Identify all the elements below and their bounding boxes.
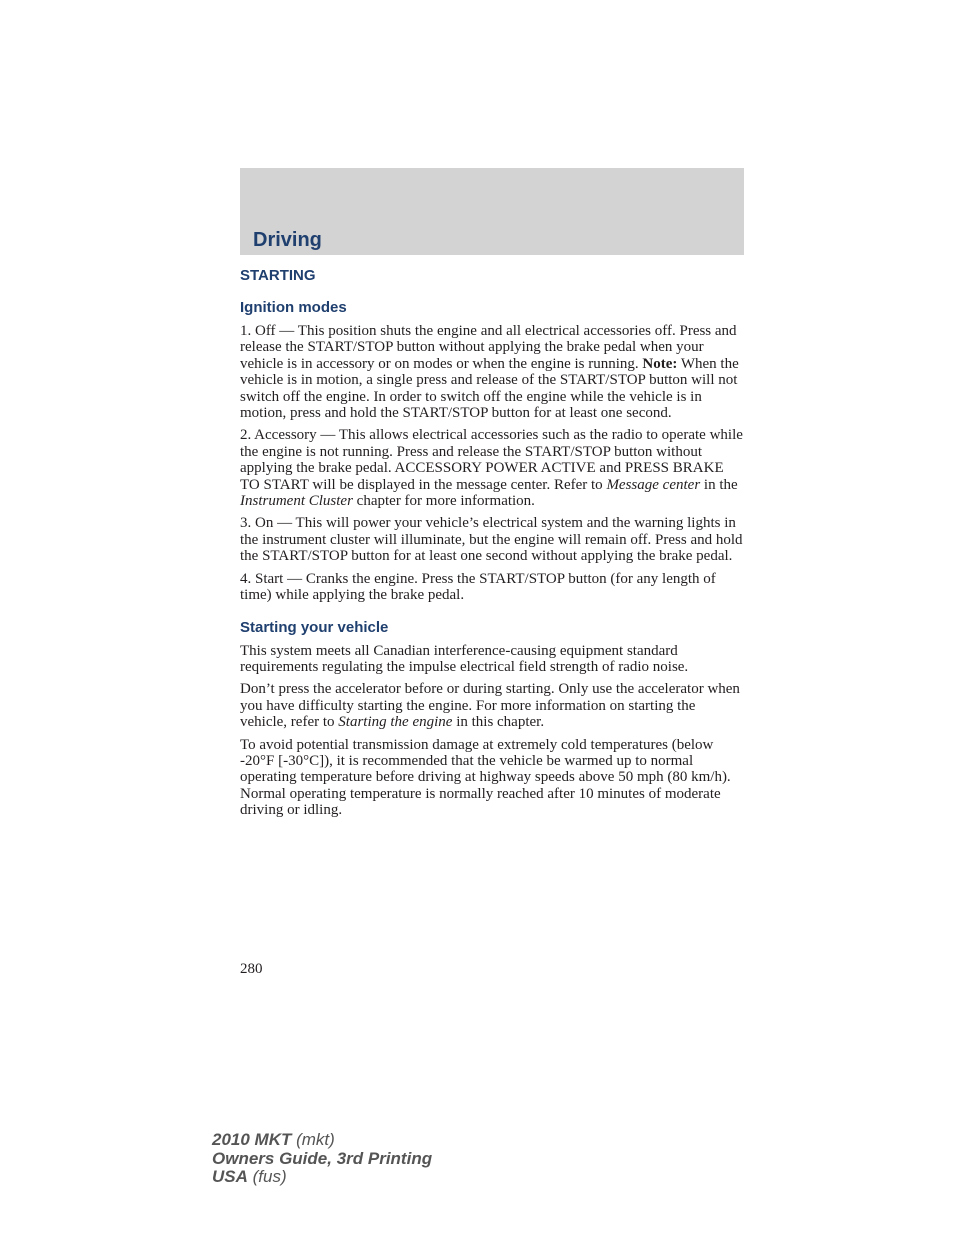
note-label: Note: [642,355,678,372]
subheading-ignition-modes: Ignition modes [240,299,347,316]
footer-line-guide: Owners Guide, 3rd Printing [212,1148,433,1168]
paragraph-start-mode: 4. Start — Cranks the engine. Press the START/STOP button (for any length of time) while applying the brake pedal. [240,570,716,604]
paragraph-interference: This system meets all Canadian interference-causing equipment standard requirements regulating the impulse electrical field strength of radio noise. [240,642,689,675]
section-title: Driving [253,229,322,251]
footer-line-model: 2010 MKT (mkt) [212,1130,335,1149]
paragraph-accessory-mode: 2. Accessory — This allows electrical accessories such as the radio to operate while the engine is not running. Press and release the START/STOP button without applying the brake pedal. ACCESSORY POWER ACTIVE and PRESS BRAKE TO START will be displayed in the message center. Refer to Message center in the Instrument Cluster chapter for more information. [240,427,743,510]
page-number: 280 [240,961,263,977]
ref-starting-the-engine: Starting the engine [338,714,453,731]
ref-message-center: Message center [606,476,701,493]
footer-line-region: USA (fus) [212,1167,287,1186]
ref-instrument-cluster: Instrument Cluster [240,493,353,510]
paragraph-off-mode: 1. Off — This position shuts the engine and all electrical accessories off. Press and release the START/STOP button without applying the brake pedal when your vehicle is in accessory or on modes or when the engine is running. Note: When the vehicle is in motion, a single press and release of the START/STOP button will not switch off the engine. In order to switch off the engine while the vehicle is in motion, press and hold the START/STOP button for at least one second. [240,323,739,422]
footer-imprint [212,1131,432,1187]
paragraph-cold-temperatures: To avoid potential transmission damage at extremely cold temperatures (below -20°F [-30°C]), it is recommended that the vehicle be warmed up to normal operating temperature before driving at highway speeds above 50 mph (80 km/h). Normal operating temperature is normally reached after 10 minutes of moderate driving or idling. [240,736,731,819]
subheading-starting-your-vehicle: Starting your vehicle [240,618,389,636]
paragraph-accelerator: Don’t press the accelerator before or during starting. Only use the accelerator when you have difficulty starting the engine. For more information on starting the vehicle, refer to Starting the engine in this chapter. [240,681,740,731]
paragraph-on-mode: 3. On — This will power your vehicle’s electrical system and the warning lights in the instrument cluster will illuminate, but the engine will remain off. Press and hold the START/STOP button for at least one second without applying the brake pedal. [240,515,743,565]
page-content [240,266,744,825]
heading-starting: STARTING [240,267,316,284]
